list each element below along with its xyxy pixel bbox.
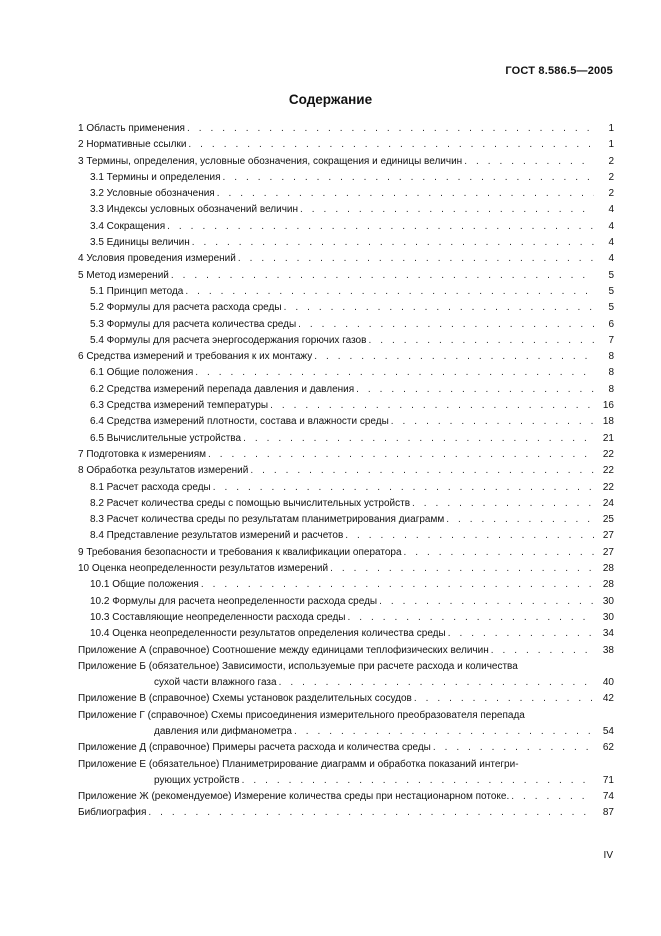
- toc-entry-text: 10.4 Оценка неопределенности результатов определения количества среды: [90, 628, 446, 640]
- toc-page-number: 7: [608, 334, 614, 346]
- toc-page-number: 62: [602, 742, 614, 754]
- toc-entry[interactable]: [78, 300, 614, 316]
- toc-entry[interactable]: [78, 186, 614, 202]
- toc-page-number: 40: [602, 677, 614, 689]
- dot-leader: [187, 121, 594, 137]
- toc-page-number: 8: [608, 367, 614, 379]
- dot-leader: [167, 219, 594, 235]
- toc-page-number: 1: [608, 139, 614, 151]
- toc-page-number: 22: [602, 481, 614, 493]
- toc-entry[interactable]: [78, 251, 614, 267]
- toc-entry-text: 8 Обработка результатов измерений: [78, 465, 249, 477]
- dot-leader: [314, 349, 594, 365]
- dot-leader: [238, 251, 594, 267]
- dot-leader: [243, 431, 594, 447]
- toc-page-number: 54: [602, 725, 614, 737]
- toc-entry-text: 3.2 Условные обозначения: [90, 188, 215, 200]
- toc-page-number: 30: [602, 595, 614, 607]
- toc-page-number: 30: [602, 611, 614, 623]
- toc-page-number: 71: [602, 774, 614, 786]
- dot-leader: [242, 773, 594, 789]
- toc-page-number: 2: [608, 155, 614, 167]
- toc-entry-text: 6.1 Общие положения: [90, 367, 194, 379]
- toc-entry[interactable]: [78, 545, 614, 561]
- toc-page-number: 38: [602, 644, 614, 656]
- toc-page-number: 1: [608, 123, 614, 134]
- dot-leader: [511, 789, 594, 805]
- toc-page-number: 6: [608, 318, 614, 330]
- dot-leader: [412, 496, 594, 512]
- dot-leader: [345, 528, 594, 544]
- toc-entry-text: Приложение Б (обязательное) Зависимости, используемые при расчете расхода и количества: [78, 660, 518, 672]
- dot-leader: [201, 577, 594, 593]
- toc-entry-text: Приложение Д (справочное) Примеры расчета расхода и количества среды: [78, 742, 431, 754]
- toc-page-number: 22: [602, 465, 614, 477]
- toc-entry-text: 6.3 Средства измерений температуры: [90, 400, 269, 412]
- dot-leader: [356, 382, 594, 398]
- dot-leader: [298, 317, 594, 333]
- toc-entry[interactable]: [78, 626, 614, 642]
- toc-page-number: 4: [608, 237, 614, 249]
- toc-entry-text: 8.4 Представление результатов измерений и расчетов: [90, 530, 344, 542]
- toc-page-number: 5: [608, 302, 614, 314]
- standard-code: ГОСТ 8.586.5—2005: [505, 65, 613, 77]
- dot-leader: [347, 610, 594, 626]
- dot-leader: [491, 643, 594, 659]
- toc-entry-continuation: рующих устройств: [154, 774, 240, 786]
- toc-page-number: 27: [602, 546, 614, 558]
- dot-leader: [208, 447, 594, 463]
- toc-entry[interactable]: [78, 235, 614, 251]
- toc-title: Содержание: [288, 92, 373, 107]
- toc-entry-text: 3.5 Единицы величин: [90, 237, 190, 249]
- toc-entry[interactable]: [78, 561, 614, 577]
- toc-entry[interactable]: [78, 219, 614, 235]
- toc-entry[interactable]: [78, 365, 614, 381]
- page-number: IV: [603, 850, 613, 861]
- toc-entry-text: 5.3 Формулы для расчета количества среды: [90, 318, 297, 330]
- toc-entry[interactable]: [78, 528, 614, 544]
- dot-leader: [330, 561, 594, 577]
- toc-entry-text: 8.3 Расчет количества среды по результатам планиметрирования диаграмм: [90, 514, 445, 526]
- dot-leader: [188, 137, 594, 153]
- toc-entry[interactable]: [78, 643, 614, 659]
- dot-leader: [270, 398, 594, 414]
- toc-entry[interactable]: [78, 757, 614, 790]
- toc-entry[interactable]: [78, 463, 614, 479]
- dot-leader: [448, 626, 594, 642]
- toc-entry-text: 10.2 Формулы для расчета неопределенности расхода среды: [90, 595, 378, 607]
- table-of-contents: [78, 121, 614, 822]
- toc-entry[interactable]: [78, 317, 614, 333]
- toc-entry-text: 3.4 Сокращения: [90, 220, 166, 232]
- toc-page-number: 8: [608, 351, 614, 363]
- toc-entry[interactable]: [78, 577, 614, 593]
- toc-entry-text: 6 Средства измерений и требования к их монтажу: [78, 351, 313, 363]
- toc-entry-text: 5.4 Формулы для расчета энергосодержания горючих газов: [90, 334, 367, 346]
- dot-leader: [279, 675, 594, 691]
- dot-leader: [368, 333, 594, 349]
- dot-leader: [250, 463, 594, 479]
- toc-entry[interactable]: [78, 447, 614, 463]
- toc-entry-continuation: давления или дифманометра: [154, 725, 292, 737]
- toc-entry[interactable]: [78, 708, 614, 741]
- toc-entry[interactable]: [78, 349, 614, 365]
- toc-entry[interactable]: [78, 414, 614, 430]
- toc-entry-text: Приложение В (справочное) Схемы установок разделительных сосудов: [78, 693, 412, 705]
- toc-page-number: 24: [602, 497, 614, 509]
- toc-entry[interactable]: [78, 121, 614, 137]
- toc-entry-text: 5.2 Формулы для расчета расхода среды: [90, 302, 282, 314]
- toc-entry[interactable]: [78, 154, 614, 170]
- toc-page-number: 2: [608, 171, 614, 183]
- toc-page-number: 28: [602, 563, 614, 575]
- toc-entry-text: 1 Область применения: [78, 123, 185, 134]
- dot-leader: [294, 724, 594, 740]
- toc-page-number: 22: [602, 448, 614, 460]
- toc-page-number: 18: [602, 416, 614, 428]
- toc-page-number: 5: [608, 285, 614, 297]
- toc-entry[interactable]: [78, 789, 614, 805]
- toc-entry-text: 5 Метод измерений: [78, 269, 169, 281]
- toc-entry-text: 10.3 Составляющие неопределенности расхода среды: [90, 611, 346, 623]
- toc-entry-text: 6.2 Средства измерений перепада давления и давления: [90, 383, 355, 395]
- dot-leader: [433, 740, 594, 756]
- dot-leader: [148, 805, 594, 821]
- toc-entry-text: 9 Требования безопасности и требования к квалификации оператора: [78, 546, 402, 558]
- toc-entry-text: 3.1 Термины и определения: [90, 171, 221, 183]
- toc-entry[interactable]: [78, 170, 614, 186]
- dot-leader: [213, 480, 594, 496]
- dot-leader: [284, 300, 594, 316]
- toc-entry[interactable]: [78, 431, 614, 447]
- dot-leader: [185, 284, 594, 300]
- toc-entry-continuation: сухой части влажного газа: [154, 677, 277, 689]
- toc-entry[interactable]: [78, 691, 614, 707]
- toc-entry[interactable]: [78, 659, 614, 692]
- toc-entry-text: 6.5 Вычислительные устройства: [90, 432, 242, 444]
- toc-entry[interactable]: [78, 740, 614, 756]
- toc-page-number: 74: [602, 791, 614, 803]
- toc-entry-text: 6.4 Средства измерений плотности, состава и влажности среды: [90, 416, 389, 428]
- toc-entry-text: 2 Нормативные ссылки: [78, 139, 187, 151]
- toc-entry[interactable]: [78, 398, 614, 414]
- toc-entry-text: 3.3 Индексы условных обозначений величин: [90, 204, 299, 216]
- toc-entry-text: 5.1 Принцип метода: [90, 285, 184, 297]
- toc-entry-text: 4 Условия проведения измерений: [78, 253, 236, 265]
- toc-page-number: 42: [602, 693, 614, 705]
- toc-entry[interactable]: [78, 382, 614, 398]
- dot-leader: [391, 414, 594, 430]
- dot-leader: [223, 170, 594, 186]
- dot-leader: [300, 202, 594, 218]
- toc-entry[interactable]: [78, 202, 614, 218]
- toc-entry[interactable]: [78, 333, 614, 349]
- toc-entry-text: Приложение Г (справочное) Схемы присоединения измерительного преобразователя перепада: [78, 709, 525, 721]
- toc-page-number: 16: [602, 400, 614, 412]
- toc-entry[interactable]: [78, 137, 614, 153]
- toc-entry-text: 3 Термины, определения, условные обозначения, сокращения и единицы величин: [78, 155, 463, 167]
- dot-leader: [171, 268, 594, 284]
- toc-entry[interactable]: [78, 512, 614, 528]
- toc-entry-text: Приложение А (справочное) Соотношение между единицами теплофизических величин: [78, 644, 489, 656]
- toc-entry-text: 8.1 Расчет расхода среды: [90, 481, 211, 493]
- toc-entry[interactable]: [78, 594, 614, 610]
- toc-entry[interactable]: [78, 496, 614, 512]
- dot-leader: [464, 154, 594, 170]
- dot-leader: [404, 545, 594, 561]
- toc-page-number: 4: [608, 204, 614, 216]
- toc-page-number: 8: [608, 383, 614, 395]
- toc-entry-text: 10.1 Общие положения: [90, 579, 199, 591]
- toc-entry[interactable]: [78, 805, 614, 821]
- toc-page-number: 25: [602, 514, 614, 526]
- dot-leader: [192, 235, 594, 251]
- dot-leader: [379, 594, 594, 610]
- dot-leader: [446, 512, 594, 528]
- toc-entry[interactable]: [78, 268, 614, 284]
- toc-entry-text: Библиография: [78, 807, 147, 819]
- toc-entry[interactable]: [78, 610, 614, 626]
- toc-page-number: 4: [608, 253, 614, 265]
- toc-page-number: 87: [602, 807, 614, 819]
- toc-entry-text: 7 Подготовка к измерениям: [78, 448, 207, 460]
- toc-entry-text: 10 Оценка неопределенности результатов измерений: [78, 563, 329, 575]
- toc-page-number: 5: [608, 269, 614, 281]
- toc-entry-text: 8.2 Расчет количества среды с помощью вычислительных устройств: [90, 497, 411, 509]
- toc-entry-text: Приложение Е (обязательное) Планиметрирование диаграмм и обработка показаний интегри-: [78, 758, 519, 770]
- dot-leader: [414, 691, 594, 707]
- dot-leader: [217, 186, 594, 202]
- toc-page-number: 2: [608, 188, 614, 200]
- toc-page-number: 4: [608, 220, 614, 232]
- toc-page-number: 27: [602, 530, 614, 542]
- toc-page-number: 34: [602, 628, 614, 640]
- toc-entry[interactable]: [78, 480, 614, 496]
- toc-page-number: 21: [602, 432, 614, 444]
- dot-leader: [195, 365, 594, 381]
- toc-entry[interactable]: [78, 284, 614, 300]
- toc-entry-text: Приложение Ж (рекомендуемое) Измерение количества среды при нестационарном потоке.: [78, 791, 510, 803]
- toc-page-number: 28: [602, 579, 614, 591]
